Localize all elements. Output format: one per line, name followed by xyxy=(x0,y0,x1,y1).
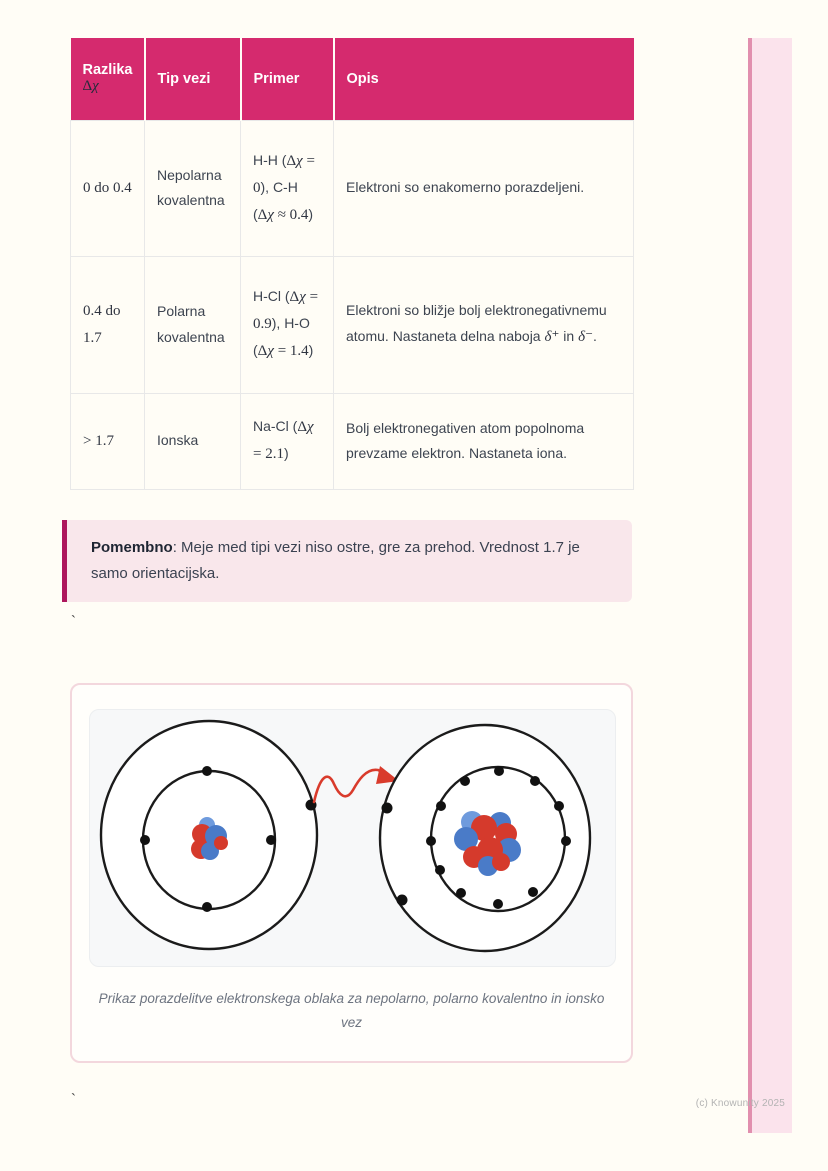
cell-razlika: 0.4 do 1.7 xyxy=(71,256,145,393)
header-razlika xyxy=(71,38,145,120)
stray-backtick: ` xyxy=(71,613,76,630)
header-opis: Opis xyxy=(334,38,634,120)
header-delta-chi: Δχ xyxy=(82,78,99,95)
cell-primer: H-Cl (Δχ = 0.9), H-O (Δχ = 1.4) xyxy=(241,256,334,393)
cell-razlika: > 1.7 xyxy=(71,393,145,489)
cell-primer: Na-Cl (Δχ = 2.1) xyxy=(241,393,334,489)
bohr-atoms-diagram xyxy=(90,710,617,968)
table-row xyxy=(71,256,634,393)
important-callout xyxy=(62,520,632,602)
cell-opis: Elektroni so bližje bolj elektronegativnemu atomu. Nastaneta delna naboja δ⁺ in δ⁻. xyxy=(334,256,634,393)
header-razlika-label: Razlika xyxy=(82,62,133,79)
atom-diagram-card xyxy=(89,709,616,967)
stray-backtick: ` xyxy=(71,1091,76,1108)
figure-caption: Prikaz porazdelitve elektronskega oblaka za nepolarno, polarno kovalentno in ionsko vez xyxy=(98,991,605,1030)
right-atom xyxy=(380,725,590,951)
table-header-row xyxy=(71,38,634,120)
left-atom xyxy=(101,721,317,949)
figure-container xyxy=(70,683,633,1063)
cell-primer: H-H (Δχ = 0), C-H (Δχ ≈ 0.4) xyxy=(241,120,334,256)
cell-tip: Nepolarna kovalentna xyxy=(145,120,241,256)
right-accent-stripe xyxy=(748,38,792,1133)
cell-tip: Ionska xyxy=(145,393,241,489)
callout-text: : Meje med tipi vezi niso ostre, gre za prehod. Vrednost 1.7 je samo orientacijska. xyxy=(91,539,580,583)
copyright-note: (c) Knowunity 2025 xyxy=(695,1098,785,1109)
cell-opis: Bolj elektronegativen atom popolnoma prevzame elektron. Nastaneta iona. xyxy=(334,393,634,489)
cell-razlika: 0 do 0.4 xyxy=(71,120,145,256)
table-row xyxy=(71,120,634,256)
cell-tip: Polarna kovalentna xyxy=(145,256,241,393)
header-primer: Primer xyxy=(241,38,334,120)
callout-bold-label: Pomembno xyxy=(91,539,173,556)
header-tip-vezi: Tip vezi xyxy=(145,38,241,120)
bond-types-table xyxy=(70,38,634,490)
table-row xyxy=(71,393,634,489)
cell-opis: Elektroni so enakomerno porazdeljeni. xyxy=(334,120,634,256)
